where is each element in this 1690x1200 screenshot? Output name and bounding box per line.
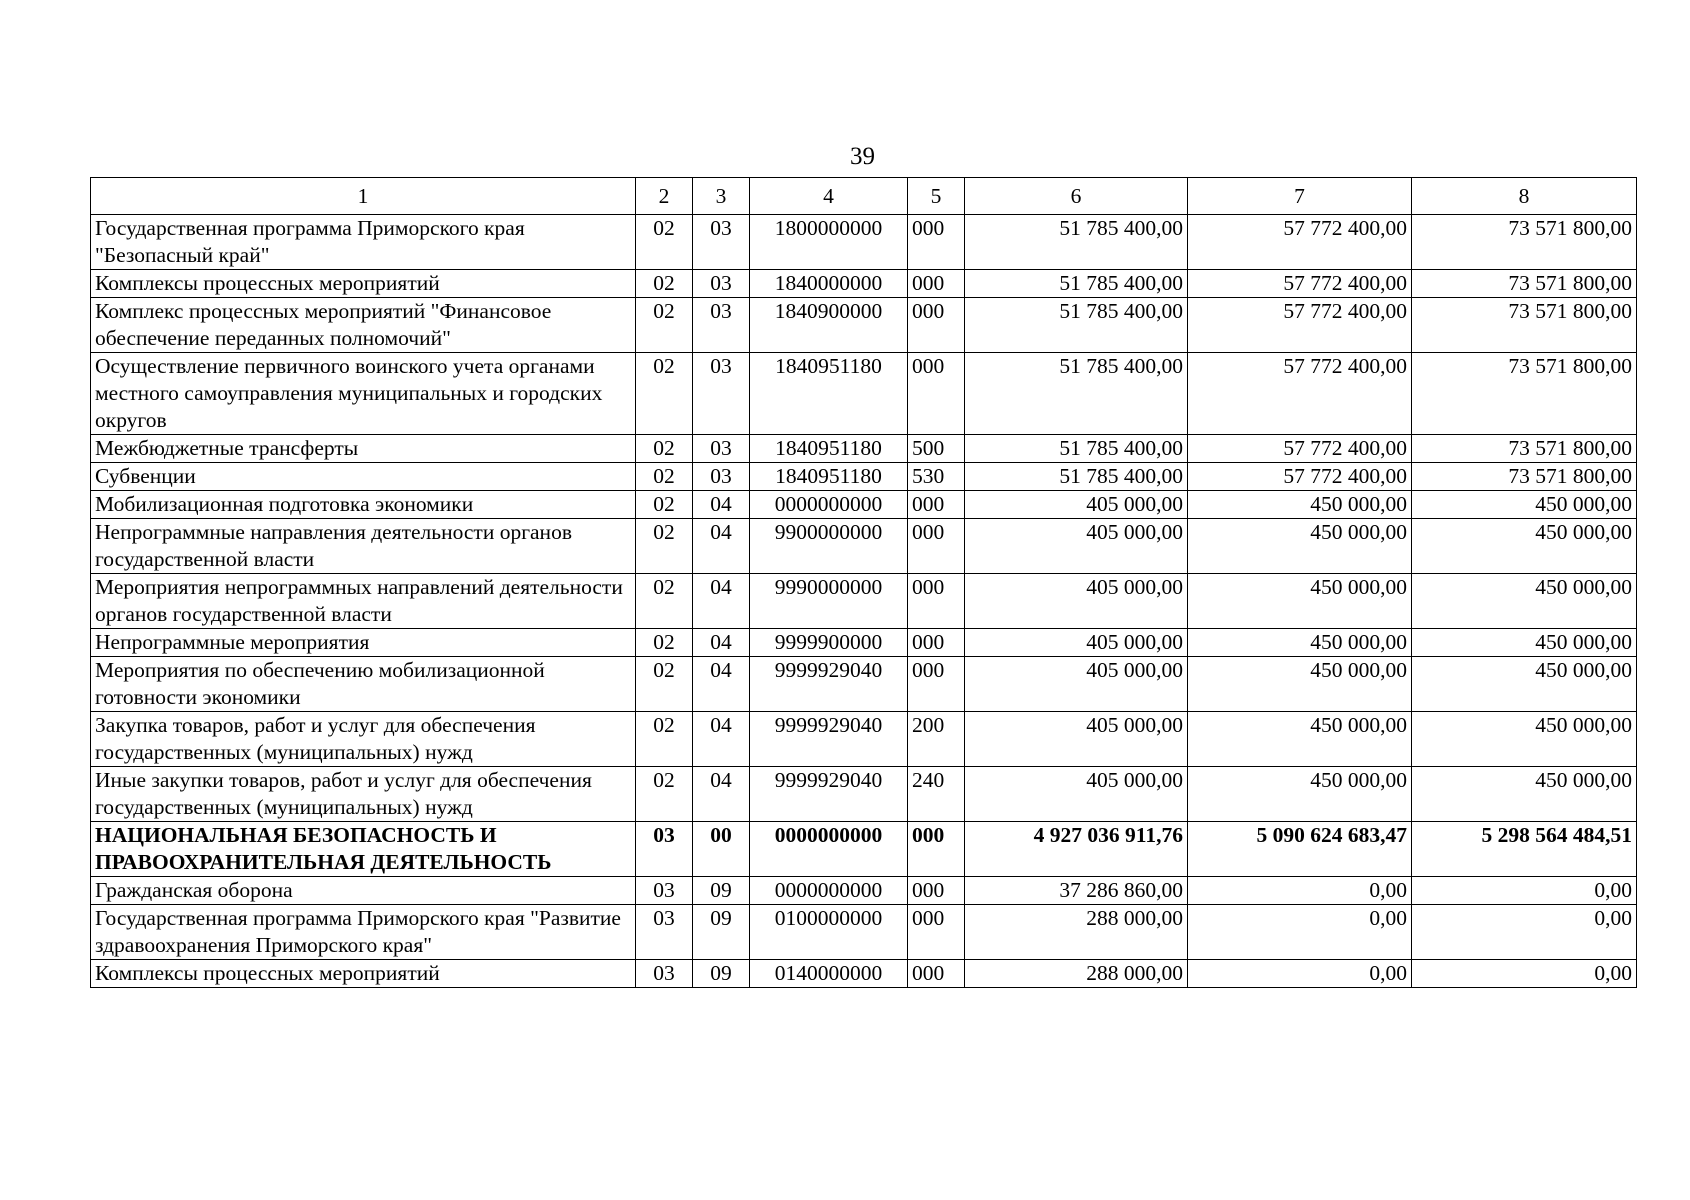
table-row bbox=[91, 491, 1637, 519]
row-name: Гражданская оборона bbox=[91, 877, 636, 905]
amount-col-6: 405 000,00 bbox=[965, 574, 1188, 629]
amount-col-8: 450 000,00 bbox=[1412, 712, 1637, 767]
amount-col-6: 51 785 400,00 bbox=[965, 435, 1188, 463]
amount-col-6: 405 000,00 bbox=[965, 629, 1188, 657]
amount-col-8: 0,00 bbox=[1412, 960, 1637, 988]
target-article-code: 9999929040 bbox=[750, 657, 908, 712]
amount-col-6: 4 927 036 911,76 bbox=[965, 822, 1188, 877]
amount-col-7: 450 000,00 bbox=[1188, 767, 1412, 822]
section-code: 02 bbox=[636, 574, 693, 629]
section-code: 03 bbox=[636, 960, 693, 988]
target-article-code: 1800000000 bbox=[750, 215, 908, 270]
section-code: 02 bbox=[636, 353, 693, 435]
target-article-code: 1840951180 bbox=[750, 435, 908, 463]
table-row bbox=[91, 463, 1637, 491]
amount-col-7: 0,00 bbox=[1188, 905, 1412, 960]
expense-type-code: 000 bbox=[908, 519, 965, 574]
amount-col-8: 73 571 800,00 bbox=[1412, 353, 1637, 435]
amount-col-8: 73 571 800,00 bbox=[1412, 215, 1637, 270]
table-row bbox=[91, 629, 1637, 657]
amount-col-6: 405 000,00 bbox=[965, 712, 1188, 767]
section-code: 02 bbox=[636, 491, 693, 519]
amount-col-6: 405 000,00 bbox=[965, 767, 1188, 822]
column-header: 2 bbox=[636, 178, 693, 215]
expense-type-code: 000 bbox=[908, 822, 965, 877]
expense-type-code: 000 bbox=[908, 491, 965, 519]
section-code: 02 bbox=[636, 215, 693, 270]
target-article-code: 1840000000 bbox=[750, 270, 908, 298]
amount-col-8: 450 000,00 bbox=[1412, 629, 1637, 657]
subsection-code: 04 bbox=[693, 712, 750, 767]
subsection-code: 04 bbox=[693, 629, 750, 657]
row-name: Государственная программа Приморского края "Развитие здравоохранения Приморского края" bbox=[91, 905, 636, 960]
amount-col-6: 51 785 400,00 bbox=[965, 298, 1188, 353]
amount-col-7: 57 772 400,00 bbox=[1188, 215, 1412, 270]
table-body bbox=[91, 215, 1637, 988]
table-row bbox=[91, 905, 1637, 960]
subsection-code: 03 bbox=[693, 215, 750, 270]
amount-col-6: 405 000,00 bbox=[965, 519, 1188, 574]
row-name: Закупка товаров, работ и услуг для обеспечения государственных (муниципальных) нужд bbox=[91, 712, 636, 767]
expense-type-code: 000 bbox=[908, 215, 965, 270]
subsection-code: 09 bbox=[693, 905, 750, 960]
row-name: Субвенции bbox=[91, 463, 636, 491]
target-article-code: 1840900000 bbox=[750, 298, 908, 353]
target-article-code: 9999900000 bbox=[750, 629, 908, 657]
row-name: Мероприятия непрограммных направлений деятельности органов государственной власти bbox=[91, 574, 636, 629]
row-name: Межбюджетные трансферты bbox=[91, 435, 636, 463]
expense-type-code: 500 bbox=[908, 435, 965, 463]
amount-col-8: 450 000,00 bbox=[1412, 657, 1637, 712]
expense-type-code: 000 bbox=[908, 657, 965, 712]
amount-col-8: 73 571 800,00 bbox=[1412, 435, 1637, 463]
amount-col-8: 450 000,00 bbox=[1412, 767, 1637, 822]
expense-type-code: 000 bbox=[908, 877, 965, 905]
amount-col-8: 450 000,00 bbox=[1412, 519, 1637, 574]
row-name: Осуществление первичного воинского учета органами местного самоуправления муниципальных и городских округов bbox=[91, 353, 636, 435]
subsection-code: 04 bbox=[693, 519, 750, 574]
column-header: 7 bbox=[1188, 178, 1412, 215]
amount-col-8: 73 571 800,00 bbox=[1412, 463, 1637, 491]
amount-col-7: 450 000,00 bbox=[1188, 629, 1412, 657]
amount-col-7: 0,00 bbox=[1188, 960, 1412, 988]
amount-col-7: 450 000,00 bbox=[1188, 491, 1412, 519]
section-code: 03 bbox=[636, 905, 693, 960]
table-row bbox=[91, 657, 1637, 712]
row-name: Комплексы процессных мероприятий bbox=[91, 270, 636, 298]
subsection-code: 04 bbox=[693, 767, 750, 822]
section-code: 02 bbox=[636, 435, 693, 463]
target-article-code: 9990000000 bbox=[750, 574, 908, 629]
row-name: Непрограммные мероприятия bbox=[91, 629, 636, 657]
expense-type-code: 000 bbox=[908, 270, 965, 298]
expense-type-code: 530 bbox=[908, 463, 965, 491]
section-code: 02 bbox=[636, 519, 693, 574]
amount-col-6: 288 000,00 bbox=[965, 905, 1188, 960]
target-article-code: 0100000000 bbox=[750, 905, 908, 960]
amount-col-8: 73 571 800,00 bbox=[1412, 298, 1637, 353]
page-number: 39 bbox=[850, 143, 875, 170]
table-row bbox=[91, 353, 1637, 435]
amount-col-7: 450 000,00 bbox=[1188, 712, 1412, 767]
subsection-code: 03 bbox=[693, 435, 750, 463]
target-article-code: 1840951180 bbox=[750, 353, 908, 435]
table-row bbox=[91, 960, 1637, 988]
row-name: Иные закупки товаров, работ и услуг для обеспечения государственных (муниципальных) нужд bbox=[91, 767, 636, 822]
row-name: Государственная программа Приморского края "Безопасный край" bbox=[91, 215, 636, 270]
target-article-code: 9900000000 bbox=[750, 519, 908, 574]
amount-col-8: 450 000,00 bbox=[1412, 491, 1637, 519]
amount-col-8: 5 298 564 484,51 bbox=[1412, 822, 1637, 877]
amount-col-8: 450 000,00 bbox=[1412, 574, 1637, 629]
subsection-code: 09 bbox=[693, 960, 750, 988]
amount-col-7: 0,00 bbox=[1188, 877, 1412, 905]
section-code: 03 bbox=[636, 877, 693, 905]
expense-type-code: 000 bbox=[908, 353, 965, 435]
amount-col-6: 405 000,00 bbox=[965, 491, 1188, 519]
section-code: 02 bbox=[636, 712, 693, 767]
expense-type-code: 000 bbox=[908, 298, 965, 353]
row-name: Комплексы процессных мероприятий bbox=[91, 960, 636, 988]
amount-col-7: 57 772 400,00 bbox=[1188, 298, 1412, 353]
subsection-code: 04 bbox=[693, 574, 750, 629]
amount-col-7: 57 772 400,00 bbox=[1188, 463, 1412, 491]
expense-type-code: 000 bbox=[908, 629, 965, 657]
target-article-code: 9999929040 bbox=[750, 712, 908, 767]
target-article-code: 0000000000 bbox=[750, 822, 908, 877]
table-row bbox=[91, 519, 1637, 574]
amount-col-6: 288 000,00 bbox=[965, 960, 1188, 988]
target-article-code: 0000000000 bbox=[750, 491, 908, 519]
row-name: Комплекс процессных мероприятий "Финансовое обеспечение переданных полномочий" bbox=[91, 298, 636, 353]
expense-type-code: 000 bbox=[908, 905, 965, 960]
column-header: 4 bbox=[750, 178, 908, 215]
section-code: 02 bbox=[636, 270, 693, 298]
amount-col-6: 51 785 400,00 bbox=[965, 463, 1188, 491]
table-row bbox=[91, 712, 1637, 767]
header-row bbox=[91, 178, 1637, 215]
row-name: НАЦИОНАЛЬНАЯ БЕЗОПАСНОСТЬ И ПРАВООХРАНИТЕЛЬНАЯ ДЕЯТЕЛЬНОСТЬ bbox=[91, 822, 636, 877]
expense-type-code: 200 bbox=[908, 712, 965, 767]
table-row bbox=[91, 574, 1637, 629]
subsection-code: 04 bbox=[693, 657, 750, 712]
amount-col-6: 51 785 400,00 bbox=[965, 270, 1188, 298]
amount-col-6: 51 785 400,00 bbox=[965, 215, 1188, 270]
row-name: Непрограммные направления деятельности органов государственной власти bbox=[91, 519, 636, 574]
section-code: 02 bbox=[636, 463, 693, 491]
amount-col-8: 0,00 bbox=[1412, 905, 1637, 960]
amount-col-7: 57 772 400,00 bbox=[1188, 435, 1412, 463]
table-row bbox=[91, 822, 1637, 877]
subsection-code: 03 bbox=[693, 298, 750, 353]
column-header: 5 bbox=[908, 178, 965, 215]
expense-type-code: 240 bbox=[908, 767, 965, 822]
amount-col-7: 5 090 624 683,47 bbox=[1188, 822, 1412, 877]
target-article-code: 0000000000 bbox=[750, 877, 908, 905]
section-code: 02 bbox=[636, 629, 693, 657]
amount-col-7: 450 000,00 bbox=[1188, 574, 1412, 629]
amount-col-7: 57 772 400,00 bbox=[1188, 270, 1412, 298]
expense-type-code: 000 bbox=[908, 574, 965, 629]
amount-col-8: 73 571 800,00 bbox=[1412, 270, 1637, 298]
subsection-code: 09 bbox=[693, 877, 750, 905]
subsection-code: 03 bbox=[693, 270, 750, 298]
expense-type-code: 000 bbox=[908, 960, 965, 988]
budget-table bbox=[90, 177, 1637, 988]
amount-col-7: 450 000,00 bbox=[1188, 657, 1412, 712]
row-name: Мероприятия по обеспечению мобилизационной готовности экономики bbox=[91, 657, 636, 712]
amount-col-6: 51 785 400,00 bbox=[965, 353, 1188, 435]
target-article-code: 0140000000 bbox=[750, 960, 908, 988]
amount-col-7: 57 772 400,00 bbox=[1188, 353, 1412, 435]
section-code: 02 bbox=[636, 657, 693, 712]
amount-col-7: 450 000,00 bbox=[1188, 519, 1412, 574]
amount-col-8: 0,00 bbox=[1412, 877, 1637, 905]
column-header: 3 bbox=[693, 178, 750, 215]
table-row bbox=[91, 215, 1637, 270]
table-row bbox=[91, 767, 1637, 822]
subsection-code: 03 bbox=[693, 463, 750, 491]
column-header: 8 bbox=[1412, 178, 1637, 215]
subsection-code: 04 bbox=[693, 491, 750, 519]
amount-col-6: 405 000,00 bbox=[965, 657, 1188, 712]
table-row bbox=[91, 435, 1637, 463]
subsection-code: 03 bbox=[693, 353, 750, 435]
table-row bbox=[91, 270, 1637, 298]
section-code: 02 bbox=[636, 767, 693, 822]
column-header: 6 bbox=[965, 178, 1188, 215]
subsection-code: 00 bbox=[693, 822, 750, 877]
table-row bbox=[91, 298, 1637, 353]
target-article-code: 9999929040 bbox=[750, 767, 908, 822]
target-article-code: 1840951180 bbox=[750, 463, 908, 491]
row-name: Мобилизационная подготовка экономики bbox=[91, 491, 636, 519]
column-header: 1 bbox=[91, 178, 636, 215]
amount-col-6: 37 286 860,00 bbox=[965, 877, 1188, 905]
section-code: 02 bbox=[636, 298, 693, 353]
table-row bbox=[91, 877, 1637, 905]
section-code: 03 bbox=[636, 822, 693, 877]
